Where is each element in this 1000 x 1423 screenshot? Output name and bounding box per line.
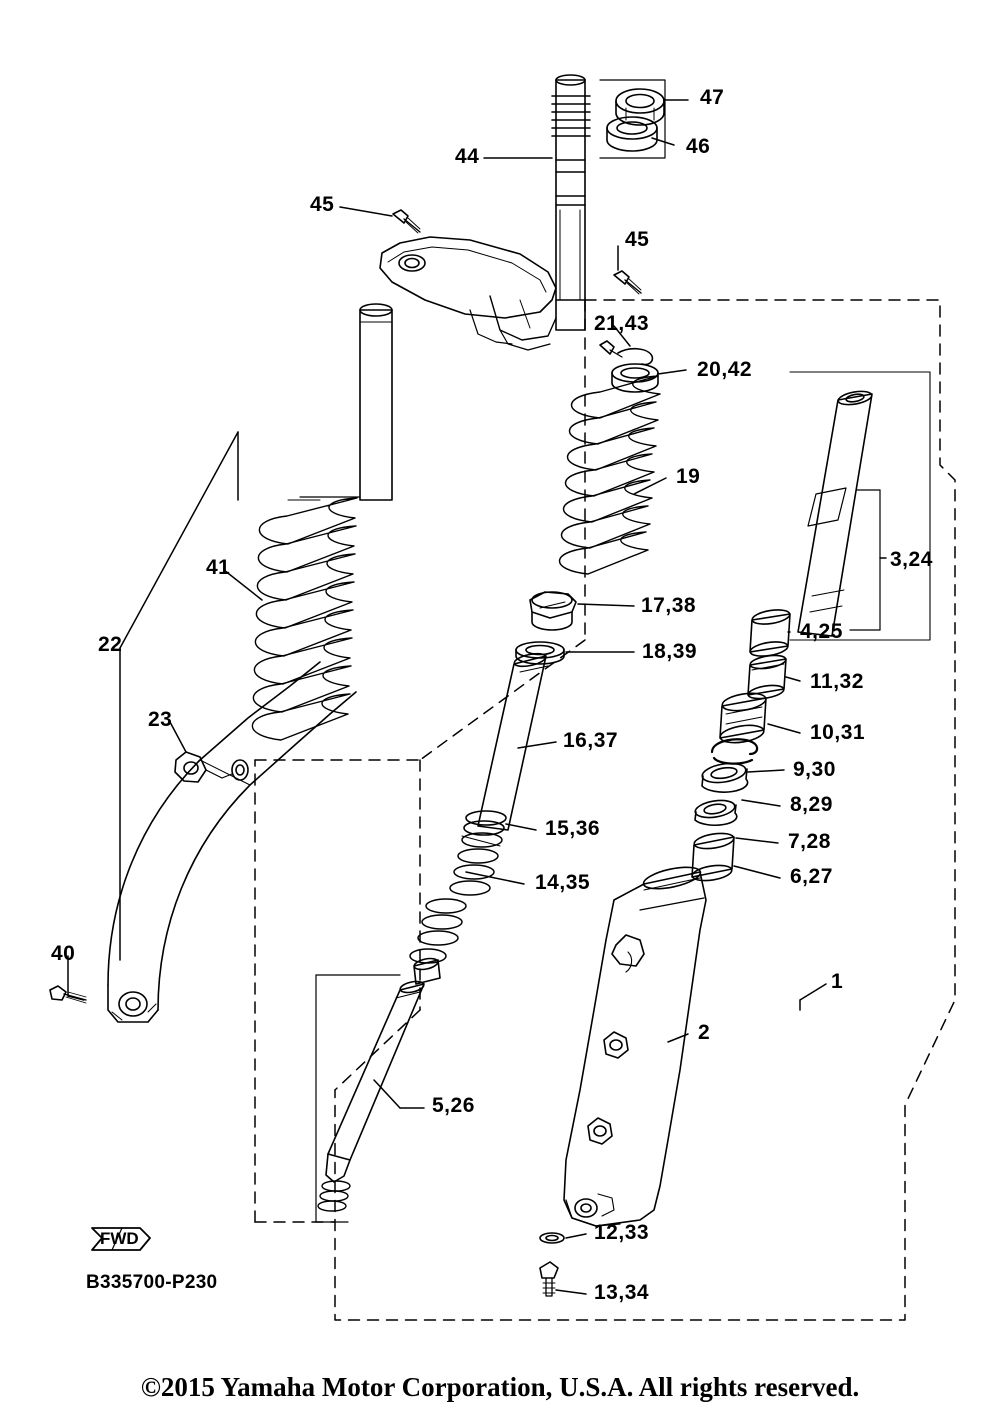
diagram-part-code: B335700-P230 (86, 1272, 218, 1293)
callout-21-43: 21,43 (594, 312, 650, 335)
callout-2: 2 (698, 1021, 711, 1044)
callout-1: 1 (831, 970, 844, 993)
callout-16-37: 16,37 (563, 729, 619, 752)
callout-22: 22 (98, 633, 123, 656)
callout-15-36: 15,36 (545, 817, 601, 840)
callout-11-32: 11,32 (810, 670, 864, 693)
callout-46: 46 (686, 135, 711, 158)
callout-8-29: 8,29 (790, 793, 833, 816)
callout-17-38: 17,38 (641, 594, 697, 617)
callout-12-33: 12,33 (594, 1221, 650, 1244)
callout-10-31: 10,31 (810, 721, 866, 744)
callout-40: 40 (51, 942, 76, 965)
callout-18-39: 18,39 (642, 640, 698, 663)
callout-9-30: 9,30 (793, 758, 836, 781)
callout-20-42: 20,42 (697, 358, 753, 381)
callout-3-24: 3,24 (890, 548, 933, 571)
callout-23: 23 (148, 708, 173, 731)
callout-4-25: 4,25 (800, 620, 843, 643)
callout-5-26: 5,26 (432, 1094, 475, 1117)
copyright-notice: ©2015 Yamaha Motor Corporation, U.S.A. All rights reserved. (140, 1372, 860, 1402)
callout-14-35: 14,35 (535, 871, 591, 894)
callout-41: 41 (206, 556, 231, 579)
callout-45-right: 45 (625, 228, 650, 251)
callout-47: 47 (700, 86, 725, 109)
callout-19: 19 (676, 465, 701, 488)
callout-6-27: 6,27 (790, 865, 833, 888)
callout-7-28: 7,28 (788, 830, 831, 853)
callout-44: 44 (455, 145, 480, 168)
callout-13-34: 13,34 (594, 1281, 650, 1304)
fwd-marker-label: FWD (100, 1229, 139, 1248)
callout-45-left: 45 (310, 193, 335, 216)
